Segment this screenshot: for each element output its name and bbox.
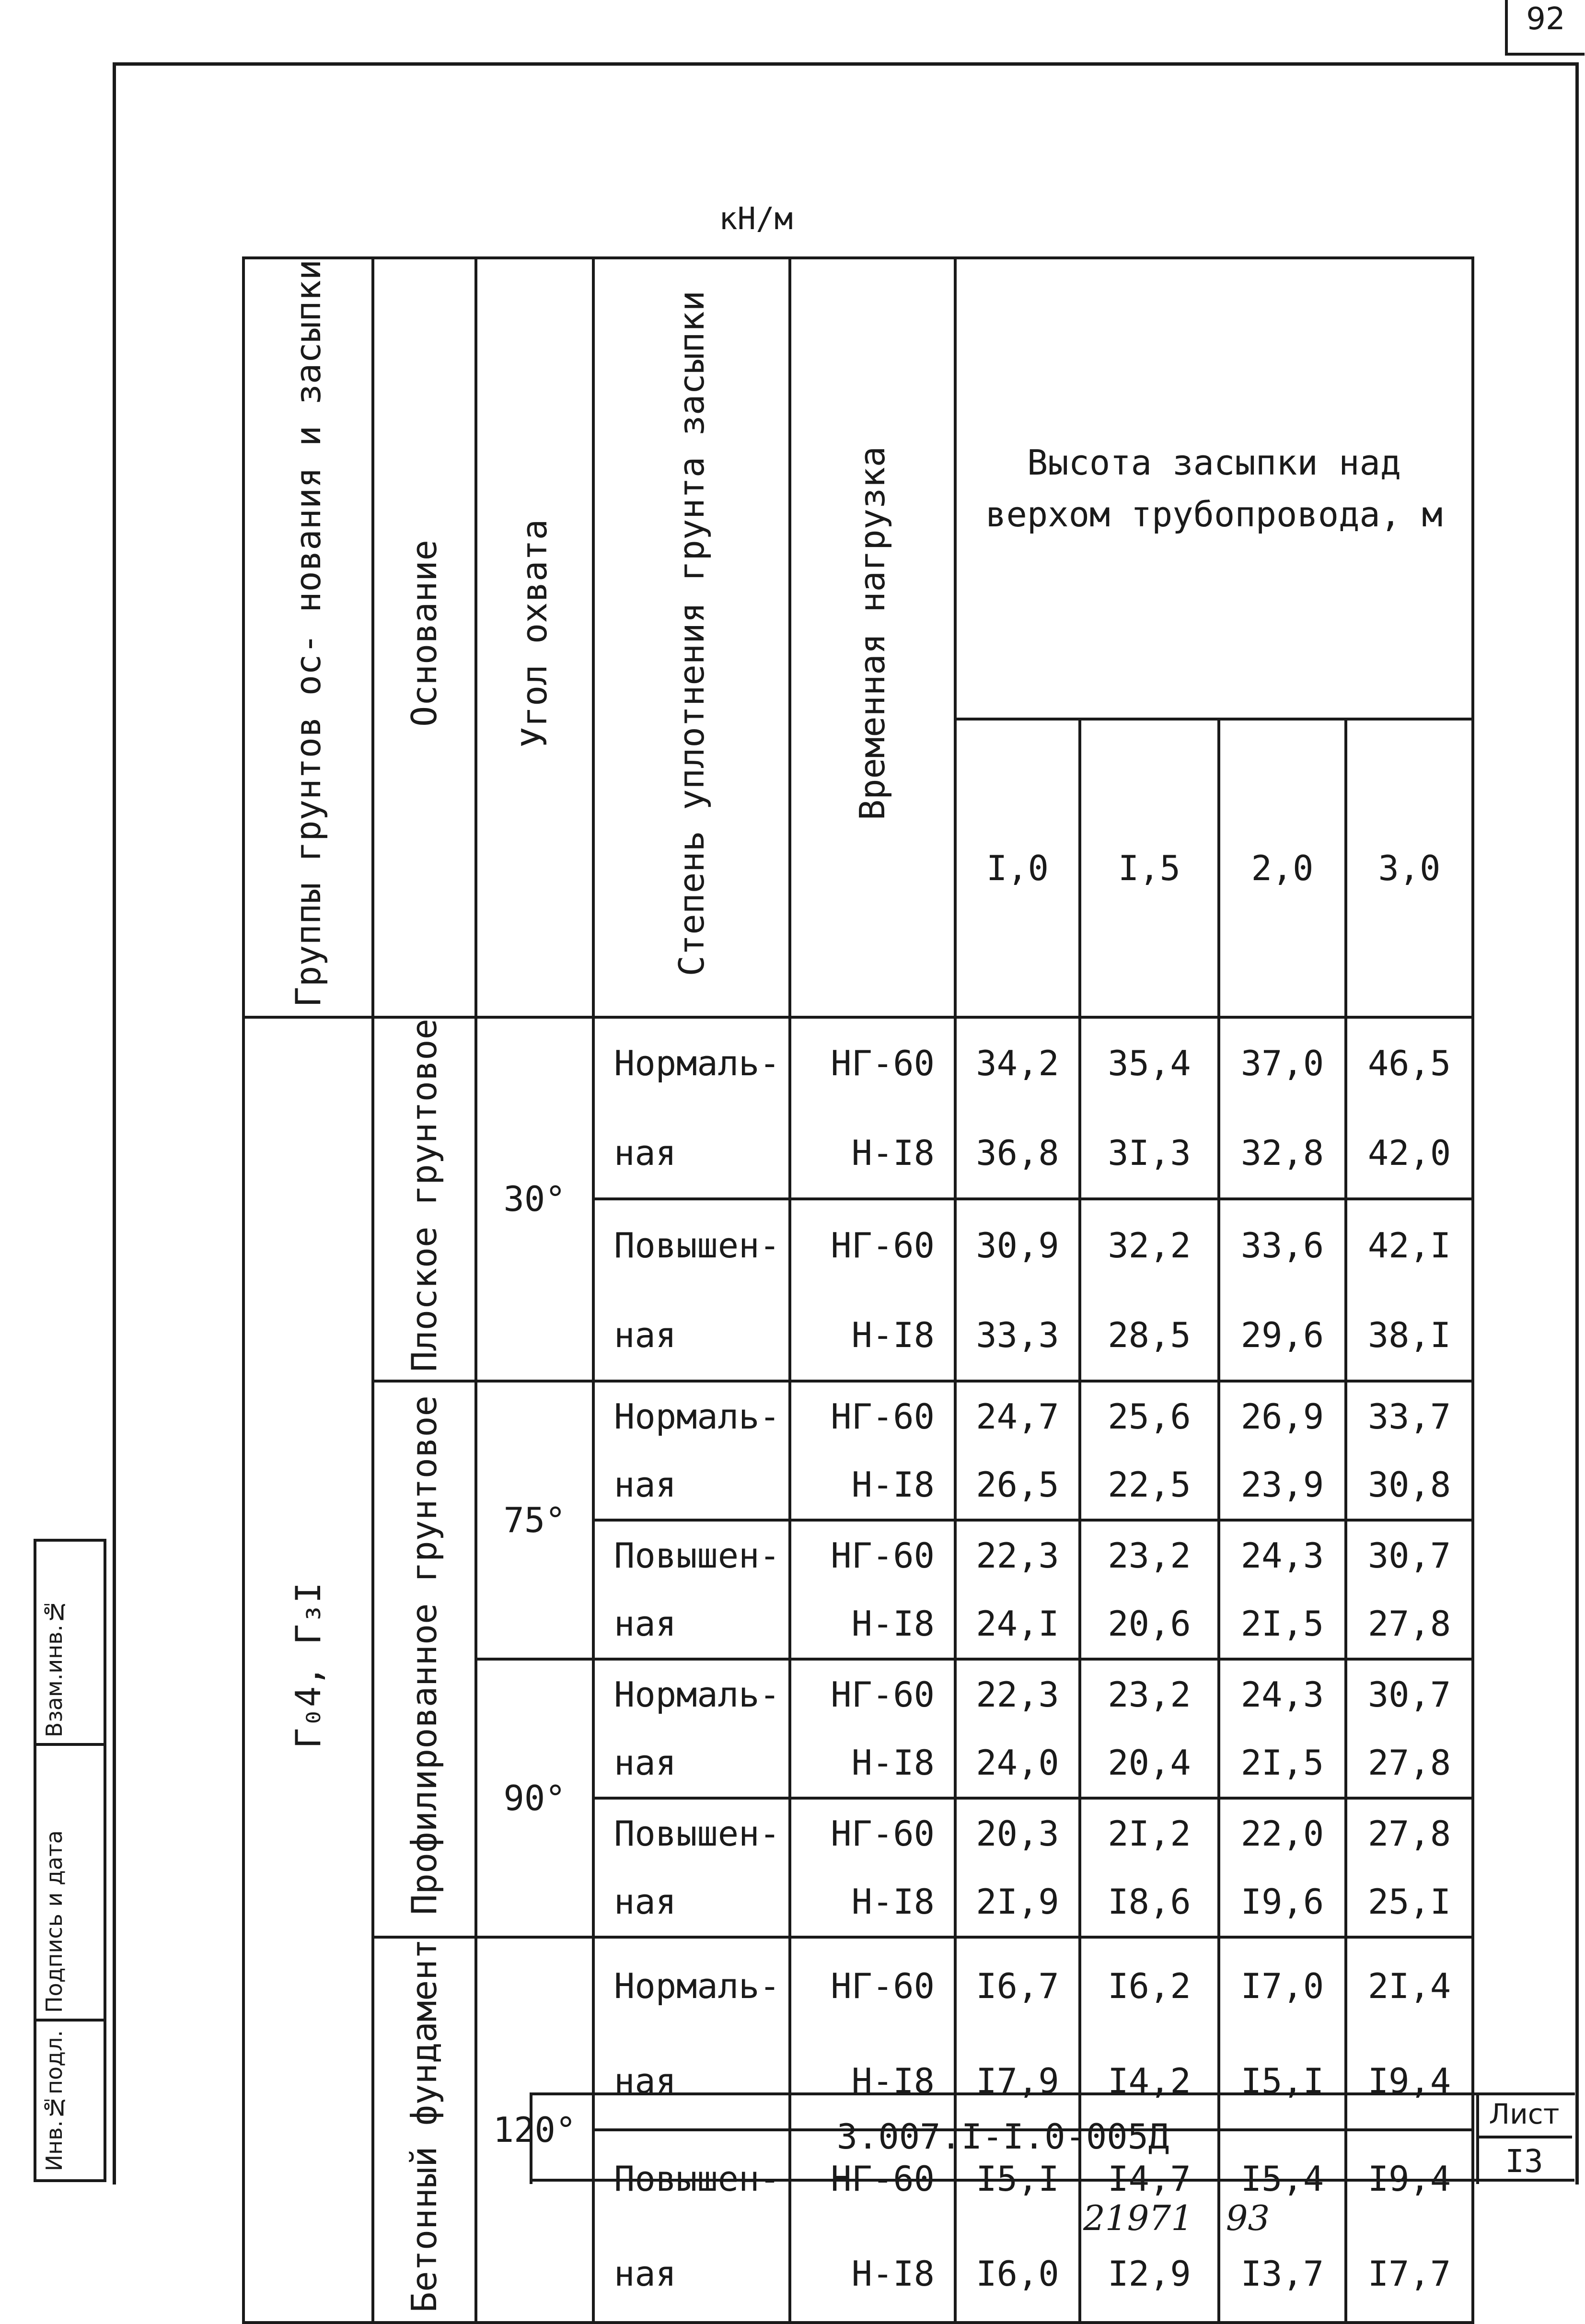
value-cell: 25,I <box>1346 1868 1473 1937</box>
value-cell: 32,8 <box>1219 1108 1346 1199</box>
value-cell: 22,3 <box>955 1659 1080 1729</box>
header-height-1: I,0 <box>955 719 1080 1017</box>
document-code: 3.007.I-I.0-005Д <box>836 2116 1169 2157</box>
value-cell: 24,3 <box>1219 1520 1346 1590</box>
stamp-signature-date <box>36 1743 104 2022</box>
compaction-cell: ная <box>593 1590 790 1659</box>
compaction-cell: Повышен- <box>593 2130 790 2226</box>
load-cell: НГ-60 <box>790 1381 955 1451</box>
stamp-signature-date-label: Подпись и дата <box>41 1830 67 2013</box>
load-cell: Н-I8 <box>790 1868 955 1937</box>
value-cell: I9,4 <box>1346 2034 1473 2130</box>
value-cell: 23,9 <box>1219 1451 1346 1520</box>
header-foundation: Основание <box>373 258 476 1017</box>
compaction-cell: ная <box>593 1868 790 1937</box>
compaction-cell: Повышен- <box>593 1520 790 1590</box>
value-cell: 22,0 <box>1219 1798 1346 1868</box>
compaction-cell: ная <box>593 1108 790 1199</box>
value-cell: 2I,5 <box>1219 1590 1346 1659</box>
value-cell: 36,8 <box>955 1108 1080 1199</box>
value-cell: I9,4 <box>1346 2130 1473 2226</box>
value-cell: I7,0 <box>1219 1937 1346 2034</box>
compaction-cell: Нормаль- <box>593 1659 790 1729</box>
compaction-cell: Повышен- <box>593 1798 790 1868</box>
compaction-cell: ная <box>593 1451 790 1520</box>
value-cell: 26,5 <box>955 1451 1080 1520</box>
angle-75: 75° <box>476 1381 593 1659</box>
header-compaction: Степень уплотнения грунта засыпки <box>593 258 790 1017</box>
value-cell: 2I,9 <box>955 1868 1080 1937</box>
value-cell: 27,8 <box>1346 1729 1473 1798</box>
compaction-cell: Нормаль- <box>593 1937 790 2034</box>
sheet-label: Лист <box>1489 2098 1560 2130</box>
value-cell: 27,8 <box>1346 1798 1473 1868</box>
load-cell: Н-I8 <box>790 1290 955 1381</box>
value-cell: 2I,4 <box>1346 1937 1473 2034</box>
value-cell: 38,I <box>1346 1290 1473 1381</box>
stamp-original-inv-label: Инв.№подл. <box>41 2030 67 2171</box>
value-cell: I5,I <box>1219 2034 1346 2130</box>
load-cell: НГ-60 <box>790 2130 955 2226</box>
value-cell: 24,3 <box>1219 1659 1346 1729</box>
value-cell: 30,7 <box>1346 1520 1473 1590</box>
compaction-cell: ная <box>593 1729 790 1798</box>
value-cell: 28,5 <box>1080 1290 1219 1381</box>
angle-90: 90° <box>476 1659 593 1937</box>
stamp-side-strip <box>101 1539 116 2176</box>
value-cell: 3I,3 <box>1080 1108 1219 1199</box>
header-height-2: I,5 <box>1080 719 1219 1017</box>
value-cell: 35,4 <box>1080 1017 1219 1108</box>
load-cell: Н-I8 <box>790 2034 955 2130</box>
value-cell: 30,8 <box>1346 1451 1473 1520</box>
value-cell: 20,6 <box>1080 1590 1219 1659</box>
value-cell: I4,7 <box>1080 2130 1219 2226</box>
value-cell: I6,2 <box>1080 1937 1219 2034</box>
value-cell: 27,8 <box>1346 1590 1473 1659</box>
header-height-3: 2,0 <box>1219 719 1346 1017</box>
value-cell: 26,9 <box>1219 1381 1346 1451</box>
sheet-number: I3 <box>1476 2136 1572 2184</box>
value-cell: 24,I <box>955 1590 1080 1659</box>
value-cell: I7,7 <box>1346 2226 1473 2323</box>
load-cell: Н-I8 <box>790 2226 955 2323</box>
load-cell: Н-I8 <box>790 1451 955 1520</box>
stamp-original-inv <box>36 2019 104 2177</box>
header-load: Временная нагрузка <box>790 258 955 1017</box>
header-height-4: 3,0 <box>1346 719 1473 1017</box>
value-cell: I5,I <box>955 2130 1080 2226</box>
unit-label: кН/м <box>719 201 793 237</box>
value-cell: 34,2 <box>955 1017 1080 1108</box>
value-cell: 22,5 <box>1080 1451 1219 1520</box>
value-cell: 25,6 <box>1080 1381 1219 1451</box>
value-cell: I8,6 <box>1080 1868 1219 1937</box>
value-cell: 24,0 <box>955 1729 1080 1798</box>
value-cell: 33,7 <box>1346 1381 1473 1451</box>
value-cell: I6,7 <box>955 1937 1080 2034</box>
compaction-cell: ная <box>593 1290 790 1381</box>
header-height-group: Высота засыпки над верхом трубопровода, м <box>955 258 1473 719</box>
foundation-concrete: Бетонный фундамент <box>373 1937 476 2322</box>
value-cell: I6,0 <box>955 2226 1080 2323</box>
compaction-cell: Нормаль- <box>593 1381 790 1451</box>
value-cell: 32,2 <box>1080 1199 1219 1290</box>
load-cell: НГ-60 <box>790 1199 955 1290</box>
page-number: 92 <box>1526 1 1565 37</box>
value-cell: I3,7 <box>1219 2226 1346 2323</box>
load-cell: Н-I8 <box>790 1108 955 1199</box>
angle-30: 30° <box>476 1017 593 1382</box>
load-cell: НГ-60 <box>790 1659 955 1729</box>
soil-group-cell: Г₀4, Г₃I <box>243 1017 373 2323</box>
compaction-cell: Повышен- <box>593 1199 790 1290</box>
side-stamp <box>34 1539 106 2182</box>
value-cell: 24,7 <box>955 1381 1080 1451</box>
value-cell: 33,6 <box>1219 1199 1346 1290</box>
value-cell: 29,6 <box>1219 1290 1346 1381</box>
value-cell: 20,4 <box>1080 1729 1219 1798</box>
value-cell: 23,2 <box>1080 1659 1219 1729</box>
value-cell: 42,0 <box>1346 1108 1473 1199</box>
header-soil-groups: Группы грунтов ос- нования и засыпки <box>243 258 373 1017</box>
value-cell: I7,9 <box>955 2034 1080 2130</box>
value-cell: 42,I <box>1346 1199 1473 1290</box>
load-cell: НГ-60 <box>790 1017 955 1108</box>
load-cell: Н-I8 <box>790 1590 955 1659</box>
value-cell: 2I,5 <box>1219 1729 1346 1798</box>
compaction-cell: ная <box>593 2034 790 2130</box>
handwritten-note: 21971 93 <box>1083 2198 1270 2238</box>
load-cell: НГ-60 <box>790 1520 955 1590</box>
value-cell: I2,9 <box>1080 2226 1219 2323</box>
bottom-border <box>530 2179 1574 2182</box>
value-cell: I9,6 <box>1219 1868 1346 1937</box>
load-cell: НГ-60 <box>790 1937 955 2034</box>
load-table <box>242 256 1474 2324</box>
header-angle: Угол охвата <box>476 258 593 1017</box>
value-cell: 46,5 <box>1346 1017 1473 1108</box>
load-cell: НГ-60 <box>790 1798 955 1868</box>
value-cell: 2I,2 <box>1080 1798 1219 1868</box>
value-cell: 30,7 <box>1346 1659 1473 1729</box>
compaction-cell: Нормаль- <box>593 1017 790 1108</box>
value-cell: 30,9 <box>955 1199 1080 1290</box>
value-cell: 23,2 <box>1080 1520 1219 1590</box>
compaction-cell: ная <box>593 2226 790 2323</box>
foundation-flat: Плоское грунтовое <box>373 1017 476 1382</box>
value-cell: 33,3 <box>955 1290 1080 1381</box>
stamp-replace-inv <box>36 1542 104 1746</box>
value-cell: I4,2 <box>1080 2034 1219 2130</box>
value-cell: I5,4 <box>1219 2130 1346 2226</box>
angle-120: 120° <box>476 1937 593 2322</box>
foundation-profiled: Профилированное грунтовое <box>373 1381 476 1937</box>
load-cell: Н-I8 <box>790 1729 955 1798</box>
stamp-replace-inv-label: Взам.инв.№ <box>41 1598 67 1737</box>
value-cell: 20,3 <box>955 1798 1080 1868</box>
value-cell: 37,0 <box>1219 1017 1346 1108</box>
value-cell: 22,3 <box>955 1520 1080 1590</box>
